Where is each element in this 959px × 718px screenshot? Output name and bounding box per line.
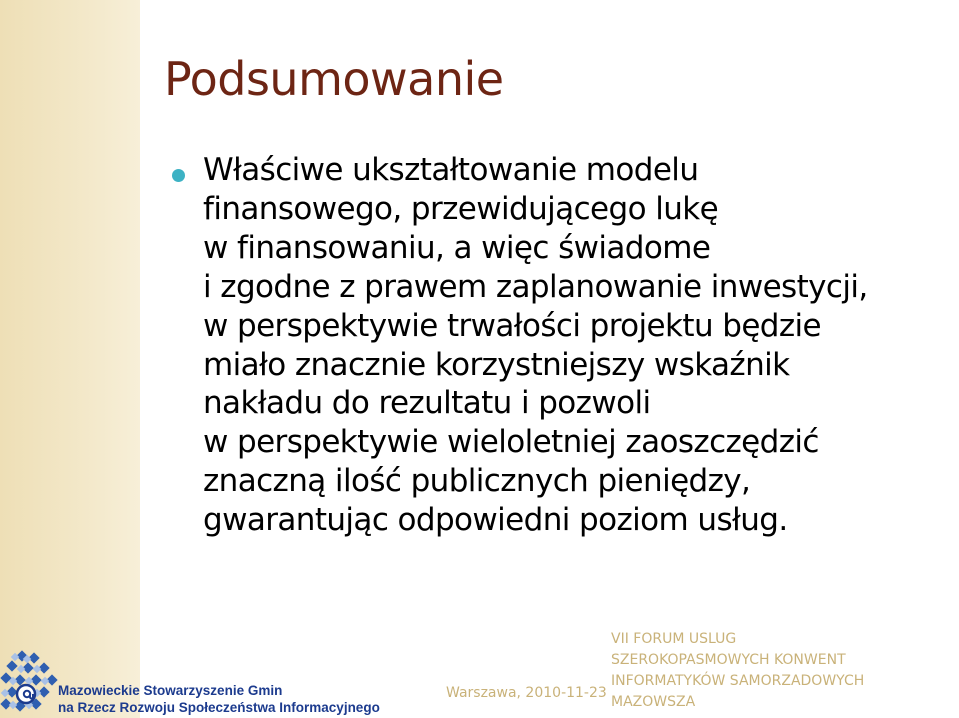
logo-line: na Rzecz Rozwoju Społeczeństwa Informacyjnego	[58, 700, 380, 715]
bullet-line: znaczną ilość publicznych pieniędzy,	[203, 463, 751, 500]
bullet-line: gwarantując odpowiedni poziom usług.	[203, 502, 788, 539]
footer-date: Warszawa, 2010-11-23	[446, 685, 607, 701]
decorative-side-stripe	[0, 0, 140, 718]
slide-title: Podsumowanie	[164, 52, 504, 106]
bullet-line: i zgodne z prawem zaplanowanie inwestycji,	[203, 268, 868, 305]
event-line: VII FORUM USLUG	[611, 631, 737, 647]
bullet-line: nakładu do rezultatu i pozwoli	[203, 385, 651, 422]
footer-event-name	[611, 629, 864, 713]
event-line: INFORMATYKÓW SAMORZADOWYCH	[611, 673, 865, 689]
round-bullet-icon	[172, 169, 185, 182]
organization-logo-text	[58, 682, 380, 716]
bullet-paragraph	[203, 151, 938, 540]
event-line: SZEROKOPASMOWYCH KONWENT	[611, 652, 846, 668]
bullet-line: finansowego, przewidującego lukę	[203, 190, 719, 227]
bullet-line: w perspektywie wieloletniej zaoszczędzić	[203, 424, 819, 461]
event-line: MAZOWSZA	[611, 694, 696, 710]
bullet-line: Właściwe ukształtowanie modelu	[203, 152, 699, 188]
logo-line: Mazowieckie Stowarzyszenie Gmin	[58, 683, 283, 698]
bullet-line: miało znacznie korzystniejszy wskaźnik	[203, 346, 790, 383]
bullet-line: w perspektywie trwałości projektu będzie	[203, 307, 822, 344]
bullet-line: w finansowaniu, a więc świadome	[203, 229, 711, 266]
